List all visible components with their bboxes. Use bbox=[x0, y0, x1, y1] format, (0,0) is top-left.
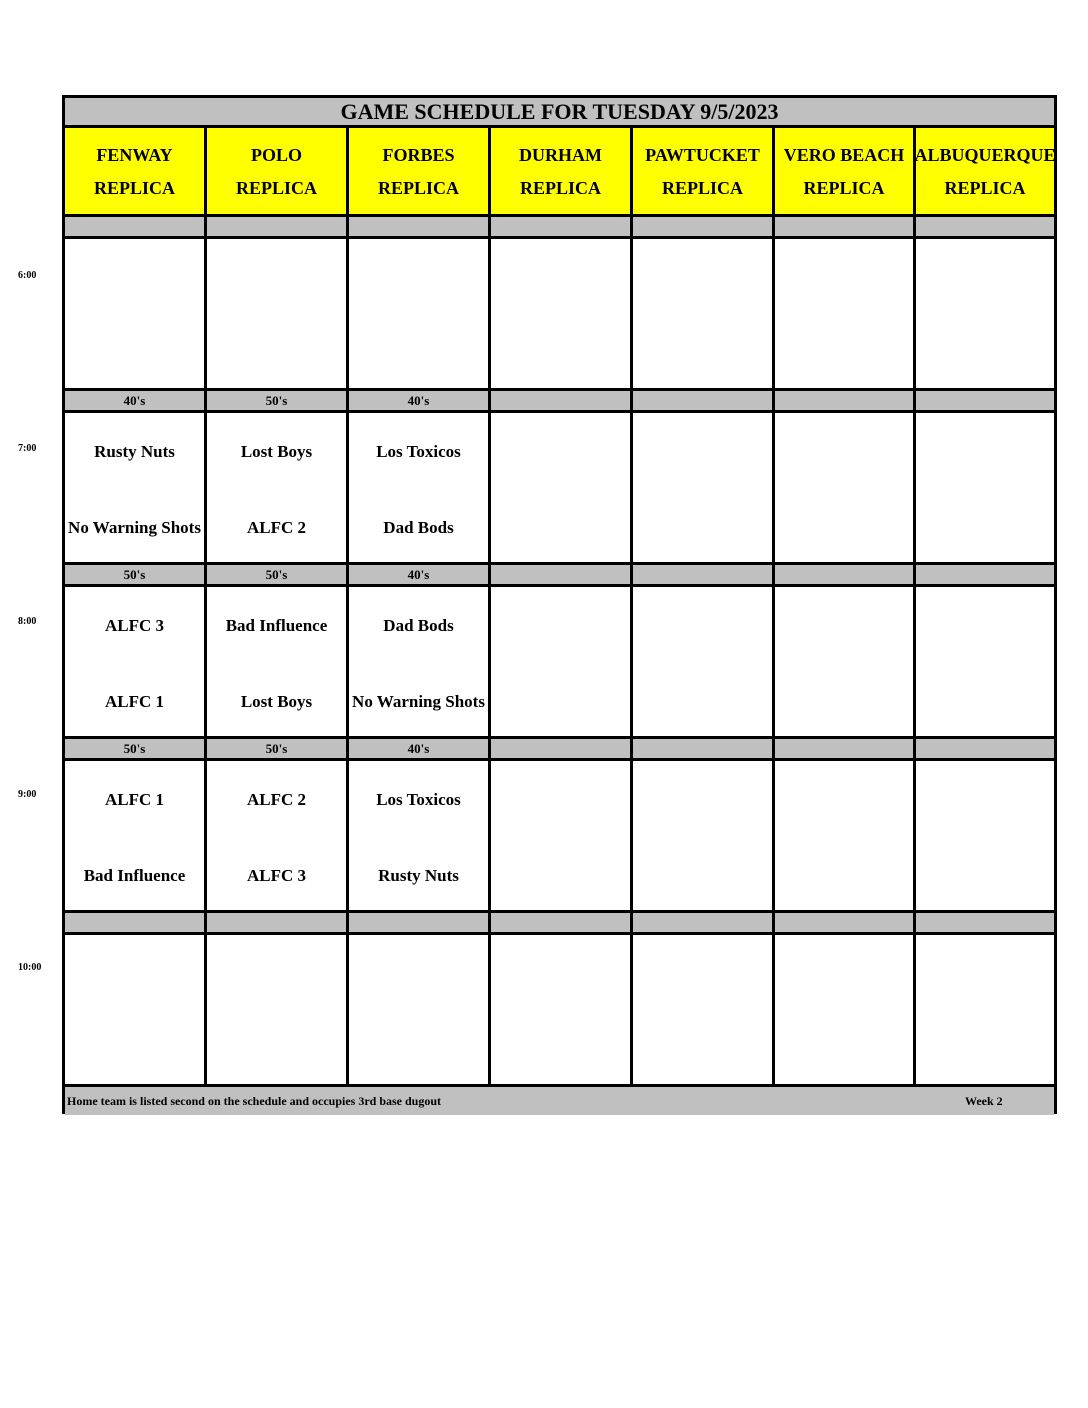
game-cell bbox=[491, 587, 633, 736]
division-cell bbox=[916, 739, 1054, 758]
away-team: Bad Influence bbox=[225, 615, 328, 635]
division-cell: 40's bbox=[349, 565, 491, 584]
division-cell: 50's bbox=[65, 565, 207, 584]
field-header-cell bbox=[65, 128, 207, 214]
game-cell bbox=[916, 587, 1054, 736]
game-cell bbox=[349, 239, 491, 388]
game-cell bbox=[65, 413, 207, 562]
home-team bbox=[916, 680, 1054, 722]
game-cell bbox=[775, 413, 916, 562]
game-cell bbox=[207, 761, 349, 910]
game-cell bbox=[916, 935, 1054, 1084]
time-label: 9:00 bbox=[18, 789, 37, 800]
game-cell bbox=[633, 587, 775, 736]
schedule-title: GAME SCHEDULE FOR TUESDAY 9/5/2023 bbox=[65, 98, 1054, 128]
division-cell bbox=[633, 565, 775, 584]
time-slot-row bbox=[65, 761, 1054, 913]
field-name: DURHAM bbox=[519, 145, 602, 165]
away-team bbox=[207, 952, 346, 994]
field-header-row bbox=[65, 128, 1054, 217]
time-label: 10:00 bbox=[18, 962, 42, 973]
away-team bbox=[775, 256, 913, 298]
away-team bbox=[65, 952, 204, 994]
division-cell bbox=[491, 565, 633, 584]
division-cell: 40's bbox=[65, 391, 207, 410]
division-cell: 40's bbox=[349, 391, 491, 410]
division-cell bbox=[207, 913, 349, 932]
game-cell bbox=[349, 587, 491, 736]
division-cell bbox=[916, 913, 1054, 932]
away-team bbox=[491, 256, 630, 298]
away-team bbox=[491, 604, 630, 646]
game-cell bbox=[207, 239, 349, 388]
game-cell bbox=[349, 935, 491, 1084]
game-cell bbox=[633, 761, 775, 910]
home-team bbox=[491, 506, 630, 548]
schedule-grid bbox=[65, 128, 1054, 1115]
division-band-row bbox=[65, 217, 1054, 239]
home-team bbox=[775, 1028, 913, 1070]
field-name: FORBES bbox=[382, 145, 455, 165]
division-cell bbox=[916, 217, 1054, 236]
game-cell bbox=[916, 413, 1054, 562]
field-subtitle: REPLICA bbox=[377, 178, 459, 198]
away-team bbox=[65, 256, 204, 298]
footer-note: Home team is listed second on the schedule and occupies 3rd base dugout bbox=[67, 1094, 442, 1108]
away-team bbox=[633, 604, 772, 646]
game-cell bbox=[775, 761, 916, 910]
home-team bbox=[633, 506, 772, 548]
home-team: ALFC 2 bbox=[246, 517, 307, 537]
away-team bbox=[349, 952, 488, 994]
game-cell bbox=[633, 239, 775, 388]
away-team bbox=[775, 952, 913, 994]
division-cell bbox=[916, 391, 1054, 410]
home-team: No Warning Shots bbox=[68, 517, 201, 537]
division-cell bbox=[775, 913, 916, 932]
division-cell bbox=[65, 913, 207, 932]
home-team bbox=[491, 1028, 630, 1070]
game-cell bbox=[65, 239, 207, 388]
game-cell bbox=[207, 587, 349, 736]
time-slot-row bbox=[65, 413, 1054, 565]
division-band-row bbox=[65, 739, 1054, 761]
division-cell bbox=[633, 391, 775, 410]
away-team bbox=[775, 430, 913, 472]
division-cell bbox=[349, 913, 491, 932]
away-team bbox=[775, 604, 913, 646]
home-team bbox=[633, 1028, 772, 1070]
field-header-cell bbox=[491, 128, 633, 214]
game-cell bbox=[349, 761, 491, 910]
home-team bbox=[633, 680, 772, 722]
game-cell bbox=[65, 761, 207, 910]
field-subtitle: REPLICA bbox=[661, 178, 743, 198]
game-cell bbox=[207, 935, 349, 1084]
time-label: 8:00 bbox=[18, 616, 37, 627]
home-team bbox=[775, 680, 913, 722]
home-team bbox=[491, 680, 630, 722]
schedule-sheet bbox=[62, 95, 1057, 1114]
field-header-cell bbox=[207, 128, 349, 214]
home-team: No Warning Shots bbox=[352, 691, 485, 711]
home-team bbox=[775, 332, 913, 374]
home-team bbox=[65, 332, 204, 374]
field-header-cell bbox=[916, 128, 1054, 214]
division-cell: 40's bbox=[349, 739, 491, 758]
away-team: Los Toxicos bbox=[376, 441, 461, 461]
field-subtitle: REPLICA bbox=[519, 178, 601, 198]
division-cell bbox=[491, 739, 633, 758]
home-team: ALFC 3 bbox=[246, 865, 307, 885]
home-team bbox=[65, 1028, 204, 1070]
game-cell bbox=[491, 761, 633, 910]
home-team: Bad Influence bbox=[83, 865, 186, 885]
away-team bbox=[916, 604, 1054, 646]
field-subtitle: REPLICA bbox=[803, 178, 885, 198]
game-cell bbox=[916, 761, 1054, 910]
home-team bbox=[916, 332, 1054, 374]
game-cell bbox=[633, 935, 775, 1084]
division-cell bbox=[633, 739, 775, 758]
home-team bbox=[491, 332, 630, 374]
division-cell: 50's bbox=[65, 739, 207, 758]
field-header-cell bbox=[775, 128, 916, 214]
away-team bbox=[491, 778, 630, 820]
away-team bbox=[491, 952, 630, 994]
field-header-cell bbox=[633, 128, 775, 214]
division-cell: 50's bbox=[207, 565, 349, 584]
away-team bbox=[775, 778, 913, 820]
division-cell bbox=[633, 913, 775, 932]
footer-bar bbox=[65, 1087, 1054, 1115]
field-name: POLO bbox=[250, 145, 302, 165]
division-cell: 50's bbox=[207, 739, 349, 758]
division-band-row bbox=[65, 565, 1054, 587]
division-cell bbox=[491, 913, 633, 932]
away-team bbox=[633, 430, 772, 472]
game-cell bbox=[916, 239, 1054, 388]
away-team bbox=[916, 256, 1054, 298]
home-team bbox=[916, 506, 1054, 548]
away-team bbox=[633, 256, 772, 298]
division-cell bbox=[491, 217, 633, 236]
home-team bbox=[349, 1028, 488, 1070]
away-team: Dad Bods bbox=[383, 615, 454, 635]
home-team bbox=[633, 854, 772, 896]
game-cell bbox=[491, 935, 633, 1084]
time-slot-row bbox=[65, 935, 1054, 1087]
game-cell bbox=[207, 413, 349, 562]
division-cell bbox=[775, 739, 916, 758]
away-team: ALFC 3 bbox=[104, 615, 165, 635]
time-slot-row bbox=[65, 587, 1054, 739]
game-cell bbox=[491, 413, 633, 562]
division-cell bbox=[775, 217, 916, 236]
field-subtitle: REPLICA bbox=[944, 178, 1026, 198]
game-cell bbox=[65, 935, 207, 1084]
home-team bbox=[775, 506, 913, 548]
game-cell bbox=[775, 239, 916, 388]
division-cell bbox=[207, 217, 349, 236]
home-team bbox=[349, 332, 488, 374]
away-team: ALFC 1 bbox=[104, 789, 165, 809]
away-team bbox=[916, 952, 1054, 994]
field-subtitle: REPLICA bbox=[93, 178, 175, 198]
field-name: VERO BEACH bbox=[783, 145, 905, 165]
home-team bbox=[916, 1028, 1054, 1070]
home-team: ALFC 1 bbox=[104, 691, 165, 711]
away-team bbox=[633, 778, 772, 820]
game-cell bbox=[775, 935, 916, 1084]
game-cell bbox=[775, 587, 916, 736]
away-team bbox=[207, 256, 346, 298]
division-cell bbox=[65, 217, 207, 236]
home-team: Dad Bods bbox=[383, 517, 454, 537]
division-cell bbox=[349, 217, 491, 236]
game-cell bbox=[349, 413, 491, 562]
field-name: FENWAY bbox=[96, 145, 173, 165]
away-team: ALFC 2 bbox=[246, 789, 307, 809]
division-cell bbox=[775, 391, 916, 410]
field-header-cell bbox=[349, 128, 491, 214]
away-team: Lost Boys bbox=[240, 441, 313, 461]
time-label: 6:00 bbox=[18, 270, 37, 281]
game-cell bbox=[633, 413, 775, 562]
home-team bbox=[916, 854, 1054, 896]
away-team bbox=[633, 952, 772, 994]
home-team bbox=[775, 854, 913, 896]
away-team: Los Toxicos bbox=[376, 789, 461, 809]
division-cell bbox=[633, 217, 775, 236]
home-team bbox=[491, 854, 630, 896]
division-cell: 50's bbox=[207, 391, 349, 410]
time-slot-row bbox=[65, 239, 1054, 391]
away-team bbox=[916, 778, 1054, 820]
field-name: PAWTUCKET bbox=[645, 145, 760, 165]
home-team bbox=[207, 1028, 346, 1070]
game-cell bbox=[491, 239, 633, 388]
away-team bbox=[491, 430, 630, 472]
time-label: 7:00 bbox=[18, 443, 37, 454]
home-team bbox=[207, 332, 346, 374]
home-team: Lost Boys bbox=[240, 691, 313, 711]
division-band-row bbox=[65, 913, 1054, 935]
away-team bbox=[916, 430, 1054, 472]
division-cell bbox=[491, 391, 633, 410]
home-team bbox=[633, 332, 772, 374]
division-cell bbox=[916, 565, 1054, 584]
away-team: Rusty Nuts bbox=[94, 441, 175, 461]
week-label: Week 2 bbox=[965, 1094, 1003, 1108]
division-band-row bbox=[65, 391, 1054, 413]
game-cell bbox=[65, 587, 207, 736]
away-team bbox=[349, 256, 488, 298]
field-name: ALBUQUERQUE bbox=[914, 145, 1056, 165]
home-team: Rusty Nuts bbox=[378, 865, 459, 885]
field-subtitle: REPLICA bbox=[235, 178, 317, 198]
division-cell bbox=[775, 565, 916, 584]
